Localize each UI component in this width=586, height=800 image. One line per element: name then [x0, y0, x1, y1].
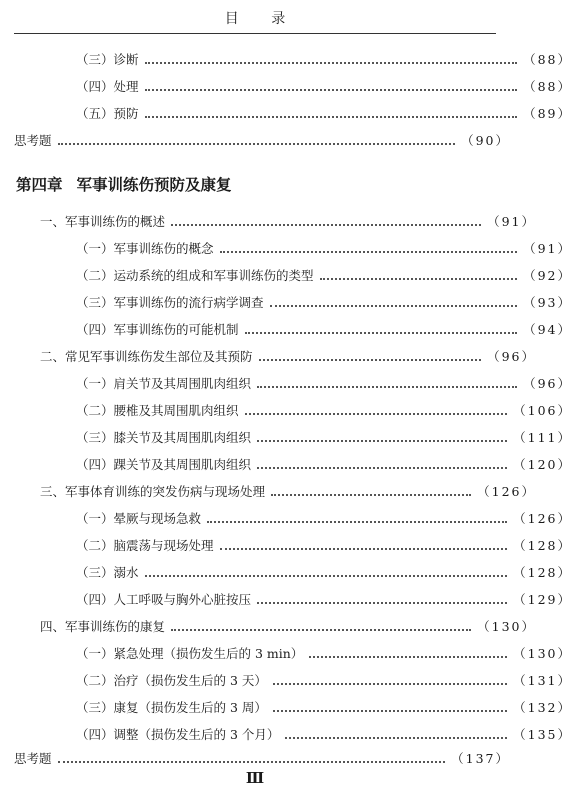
- toc-page-number: （130）: [513, 646, 572, 661]
- toc-entry-label: （一）紧急处理（损伤发生后的 3 min）: [76, 646, 304, 661]
- toc-page-number: （111）: [513, 430, 572, 445]
- toc-entry[interactable]: [0, 452, 586, 476]
- toc-entry-label: （一）晕厥与现场急救: [76, 511, 202, 526]
- toc-page-number: （106）: [513, 403, 572, 418]
- toc-entry[interactable]: [0, 101, 586, 125]
- toc-entry-label: 思考题: [14, 133, 52, 148]
- dot-leader: [309, 656, 507, 658]
- toc-entry-exercises[interactable]: [0, 746, 524, 770]
- toc-entry-label: （四）处理: [76, 79, 139, 94]
- toc-page-number: （91）: [487, 214, 536, 229]
- dot-leader: [171, 629, 471, 631]
- toc-entry-label: （一）军事训练伤的概念: [76, 241, 214, 256]
- toc-page-number: （88）: [523, 52, 572, 67]
- toc-entry[interactable]: [0, 236, 586, 260]
- toc-entry[interactable]: [0, 506, 586, 530]
- dot-leader: [285, 737, 507, 739]
- toc-section[interactable]: [0, 614, 550, 638]
- toc-section[interactable]: [0, 344, 550, 368]
- toc-page-number: （126）: [477, 484, 536, 499]
- dot-leader: [273, 710, 507, 712]
- toc-page-number: （135）: [513, 727, 572, 742]
- toc-entry-label: （三）康复（损伤发生后的 3 周）: [76, 700, 267, 715]
- toc-section-label: 二、常见军事训练伤发生部位及其预防: [40, 349, 253, 364]
- dot-leader: [145, 89, 518, 91]
- running-header: 目 录: [224, 11, 300, 27]
- toc-page-number: （92）: [523, 268, 572, 283]
- toc-entry-label: （三）军事训练伤的流行病学调查: [76, 295, 264, 310]
- dot-leader: [257, 467, 507, 469]
- toc-entry-label: （四）军事训练伤的可能机制: [76, 322, 239, 337]
- dot-leader: [58, 143, 456, 145]
- dot-leader: [257, 440, 507, 442]
- dot-leader: [245, 332, 518, 334]
- toc-entry[interactable]: [0, 74, 586, 98]
- toc-entry-label: （四）人工呼吸与胸外心脏按压: [76, 592, 252, 607]
- toc-entry[interactable]: [0, 317, 586, 341]
- dot-leader: [220, 548, 508, 550]
- dot-leader: [271, 494, 471, 496]
- header-divider: [14, 33, 496, 34]
- toc-entry[interactable]: [0, 641, 586, 665]
- toc-page-number: （128）: [513, 538, 572, 553]
- toc-page-number: （137）: [451, 751, 510, 766]
- toc-page-number: （96）: [487, 349, 536, 364]
- toc-page-number: （89）: [523, 106, 572, 121]
- toc-page-number: （128）: [513, 565, 572, 580]
- toc-page-number: （130）: [477, 619, 536, 634]
- dot-leader: [245, 413, 508, 415]
- toc-entry[interactable]: [0, 425, 586, 449]
- toc-entry[interactable]: [0, 533, 586, 557]
- dot-leader: [145, 116, 518, 118]
- dot-leader: [320, 278, 518, 280]
- toc-entry-label: （一）肩关节及其周围肌肉组织: [76, 376, 252, 391]
- toc-entry[interactable]: [0, 290, 586, 314]
- toc-entry[interactable]: [0, 560, 586, 584]
- dot-leader: [207, 521, 507, 523]
- dot-leader: [58, 761, 446, 763]
- toc-page-number: （90）: [461, 133, 510, 148]
- dot-leader: [270, 305, 518, 307]
- dot-leader: [145, 62, 518, 64]
- toc-entry-label: （二）运动系统的组成和军事训练伤的类型: [76, 268, 314, 283]
- toc-page-number: （131）: [513, 673, 572, 688]
- toc-entry-label: （三）膝关节及其周围肌肉组织: [76, 430, 252, 445]
- toc-section-label: 三、军事体育训练的突发伤病与现场处理: [40, 484, 266, 499]
- page-number-footer: Ⅲ: [245, 769, 265, 787]
- dot-leader: [257, 386, 517, 388]
- toc-entry-label: （三）溺水: [76, 565, 139, 580]
- chapter-title: 军事训练伤预防及康复: [76, 176, 232, 194]
- dot-leader: [171, 224, 481, 226]
- toc-section[interactable]: [0, 209, 550, 233]
- toc-entry[interactable]: [0, 722, 586, 746]
- toc-section-label: 四、军事训练伤的康复: [40, 619, 166, 634]
- toc-page-number: （91）: [523, 241, 572, 256]
- toc-page-number: （132）: [513, 700, 572, 715]
- toc-entry-label: （二）脑震荡与现场处理: [76, 538, 214, 553]
- toc-entry-label: （三）诊断: [76, 52, 139, 67]
- toc-entry-label: （四）调整（损伤发生后的 3 个月）: [76, 727, 280, 742]
- dot-leader: [273, 683, 507, 685]
- dot-leader: [259, 359, 482, 361]
- toc-page-number: （94）: [523, 322, 572, 337]
- toc-entry-label: （五）预防: [76, 106, 139, 121]
- toc-page-number: （88）: [523, 79, 572, 94]
- toc-entry[interactable]: [0, 695, 586, 719]
- toc-entry[interactable]: [0, 263, 586, 287]
- toc-entry-label: （四）踝关节及其周围肌肉组织: [76, 457, 252, 472]
- toc-page-number: （129）: [513, 592, 572, 607]
- toc-page-number: （120）: [513, 457, 572, 472]
- toc-page-number: （126）: [513, 511, 572, 526]
- toc-entry-label: （二）腰椎及其周围肌肉组织: [76, 403, 239, 418]
- toc-section-label: 一、军事训练伤的概述: [40, 214, 166, 229]
- toc-entry-label: （二）治疗（损伤发生后的 3 天）: [76, 673, 267, 688]
- toc-entry-label: 思考题: [14, 751, 52, 766]
- toc-entry[interactable]: [0, 398, 586, 422]
- toc-page-number: （96）: [523, 376, 572, 391]
- dot-leader: [220, 251, 518, 253]
- toc-entry[interactable]: [0, 668, 586, 692]
- toc-entry[interactable]: [0, 371, 586, 395]
- toc-section[interactable]: [0, 479, 550, 503]
- chapter-heading[interactable]: [16, 173, 232, 195]
- dot-leader: [257, 602, 507, 604]
- toc-entry[interactable]: [0, 587, 586, 611]
- toc-page-number: （93）: [523, 295, 572, 310]
- chapter-number: 第四章: [16, 176, 63, 194]
- dot-leader: [145, 575, 508, 577]
- toc-entry[interactable]: [0, 47, 586, 71]
- toc-entry-exercises[interactable]: [0, 128, 524, 152]
